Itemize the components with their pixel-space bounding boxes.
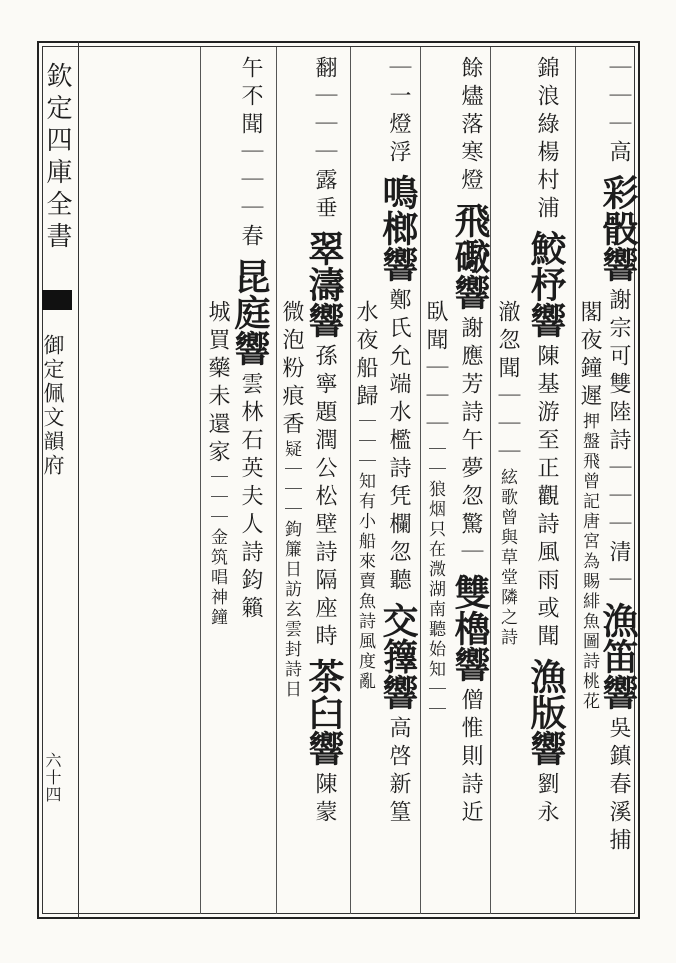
headword: 飛礮響 xyxy=(449,202,491,310)
sub-title: 御定佩文韻府 xyxy=(41,334,65,478)
entry-text: 鄭氏允端水檻詩凭欄忽聽 xyxy=(386,288,411,596)
text-column-6 xyxy=(424,300,446,720)
entry-text: 城買藥未還家 xyxy=(205,300,230,468)
entry-text: ｜｜｜高 xyxy=(606,56,631,168)
entry-text: 午不聞｜｜｜春 xyxy=(238,56,263,252)
entry-text: 臥聞｜｜｜ xyxy=(423,300,448,440)
entry-text: 劉永 xyxy=(534,772,559,828)
column-rule xyxy=(575,47,576,914)
headword: 雙櫓響 xyxy=(449,574,491,682)
entry-text: 之詩 xyxy=(497,608,517,648)
column-rule xyxy=(420,47,421,914)
headword: 茶臼響 xyxy=(303,658,345,766)
text-column-5 xyxy=(449,56,491,828)
entry-text: ｜一燈浮 xyxy=(386,56,411,168)
headword: 鳴榔響 xyxy=(377,174,419,282)
column-rule xyxy=(200,47,201,914)
headword: 翠濤響 xyxy=(303,230,345,338)
entry-text: ｜｜狼烟只在溦湖南 xyxy=(425,440,445,620)
text-column-10 xyxy=(280,300,302,700)
text-column-8 xyxy=(354,300,376,692)
entry-text: 微泡粉痕香 xyxy=(279,300,304,440)
text-column-2 xyxy=(578,300,600,712)
entry-text: ｜｜｜知有小船來賣魚 xyxy=(355,412,375,612)
text-column-7 xyxy=(377,56,419,828)
entry-text: 謝宗可雙陸詩｜｜｜清｜ xyxy=(606,288,631,596)
text-column-12 xyxy=(206,300,228,628)
entry-text: 餘燼落寒燈 xyxy=(458,56,483,196)
entry-text: 翻｜｜｜露垂 xyxy=(312,56,337,224)
entry-text: 聽始知｜｜ xyxy=(425,620,445,720)
entry-text: 詩風度亂 xyxy=(355,612,375,692)
book-title: 欽定四庫全書 xyxy=(42,62,72,254)
entry-text: 疑｜｜｜鉤簾日訪玄雲封 xyxy=(281,440,301,660)
entry-text: 陳蒙 xyxy=(312,772,337,828)
entry-text: 高啓新篁 xyxy=(386,716,411,828)
headword: 交籜響 xyxy=(377,602,419,710)
column-rule xyxy=(490,47,491,914)
column-rule xyxy=(276,47,277,914)
entry-text: 押盤飛曾記唐宮為賜緋 xyxy=(579,412,599,612)
entry-text: 雲林石英夫人詩鈞籟 xyxy=(238,372,263,624)
entry-text: 澈忽聞｜｜｜ xyxy=(495,300,520,468)
text-column-4 xyxy=(496,300,518,648)
text-column-9 xyxy=(303,56,345,828)
folio-number: 六十四 xyxy=(43,752,62,803)
entry-text: 錦浪綠楊村浦 xyxy=(534,56,559,224)
fishtail-mark xyxy=(42,290,72,310)
text-column-11 xyxy=(229,56,271,624)
entry-text: 謝應芳詩午夢忽驚｜ xyxy=(458,316,483,568)
entry-text: 詩日 xyxy=(281,660,301,700)
headword: 彩骰響 xyxy=(597,174,639,282)
entry-text: 陳基游至正觀詩風雨或聞 xyxy=(534,344,559,652)
headword: 昆庭響 xyxy=(229,258,271,366)
headword: 漁版響 xyxy=(525,658,567,766)
column-rule xyxy=(350,47,351,914)
headword: 漁笛響 xyxy=(597,602,639,710)
headword: 鮫杼響 xyxy=(525,230,567,338)
entry-text: 魚圖詩桃花 xyxy=(579,612,599,712)
entry-text: 水夜船歸 xyxy=(353,300,378,412)
text-column-1 xyxy=(597,56,639,856)
entry-text: 吳鎮春溪捕 xyxy=(606,716,631,856)
entry-text: 絃歌曾與草堂隣 xyxy=(497,468,517,608)
text-column-3 xyxy=(525,56,567,828)
entry-text: 僧惟則詩近 xyxy=(458,688,483,828)
entry-text: 閣夜鐘遲 xyxy=(577,300,602,412)
entry-text: ｜｜｜金筑唱神鐘 xyxy=(207,468,227,628)
entry-text: 孫寧題潤公松壁詩隔座時 xyxy=(312,344,337,652)
